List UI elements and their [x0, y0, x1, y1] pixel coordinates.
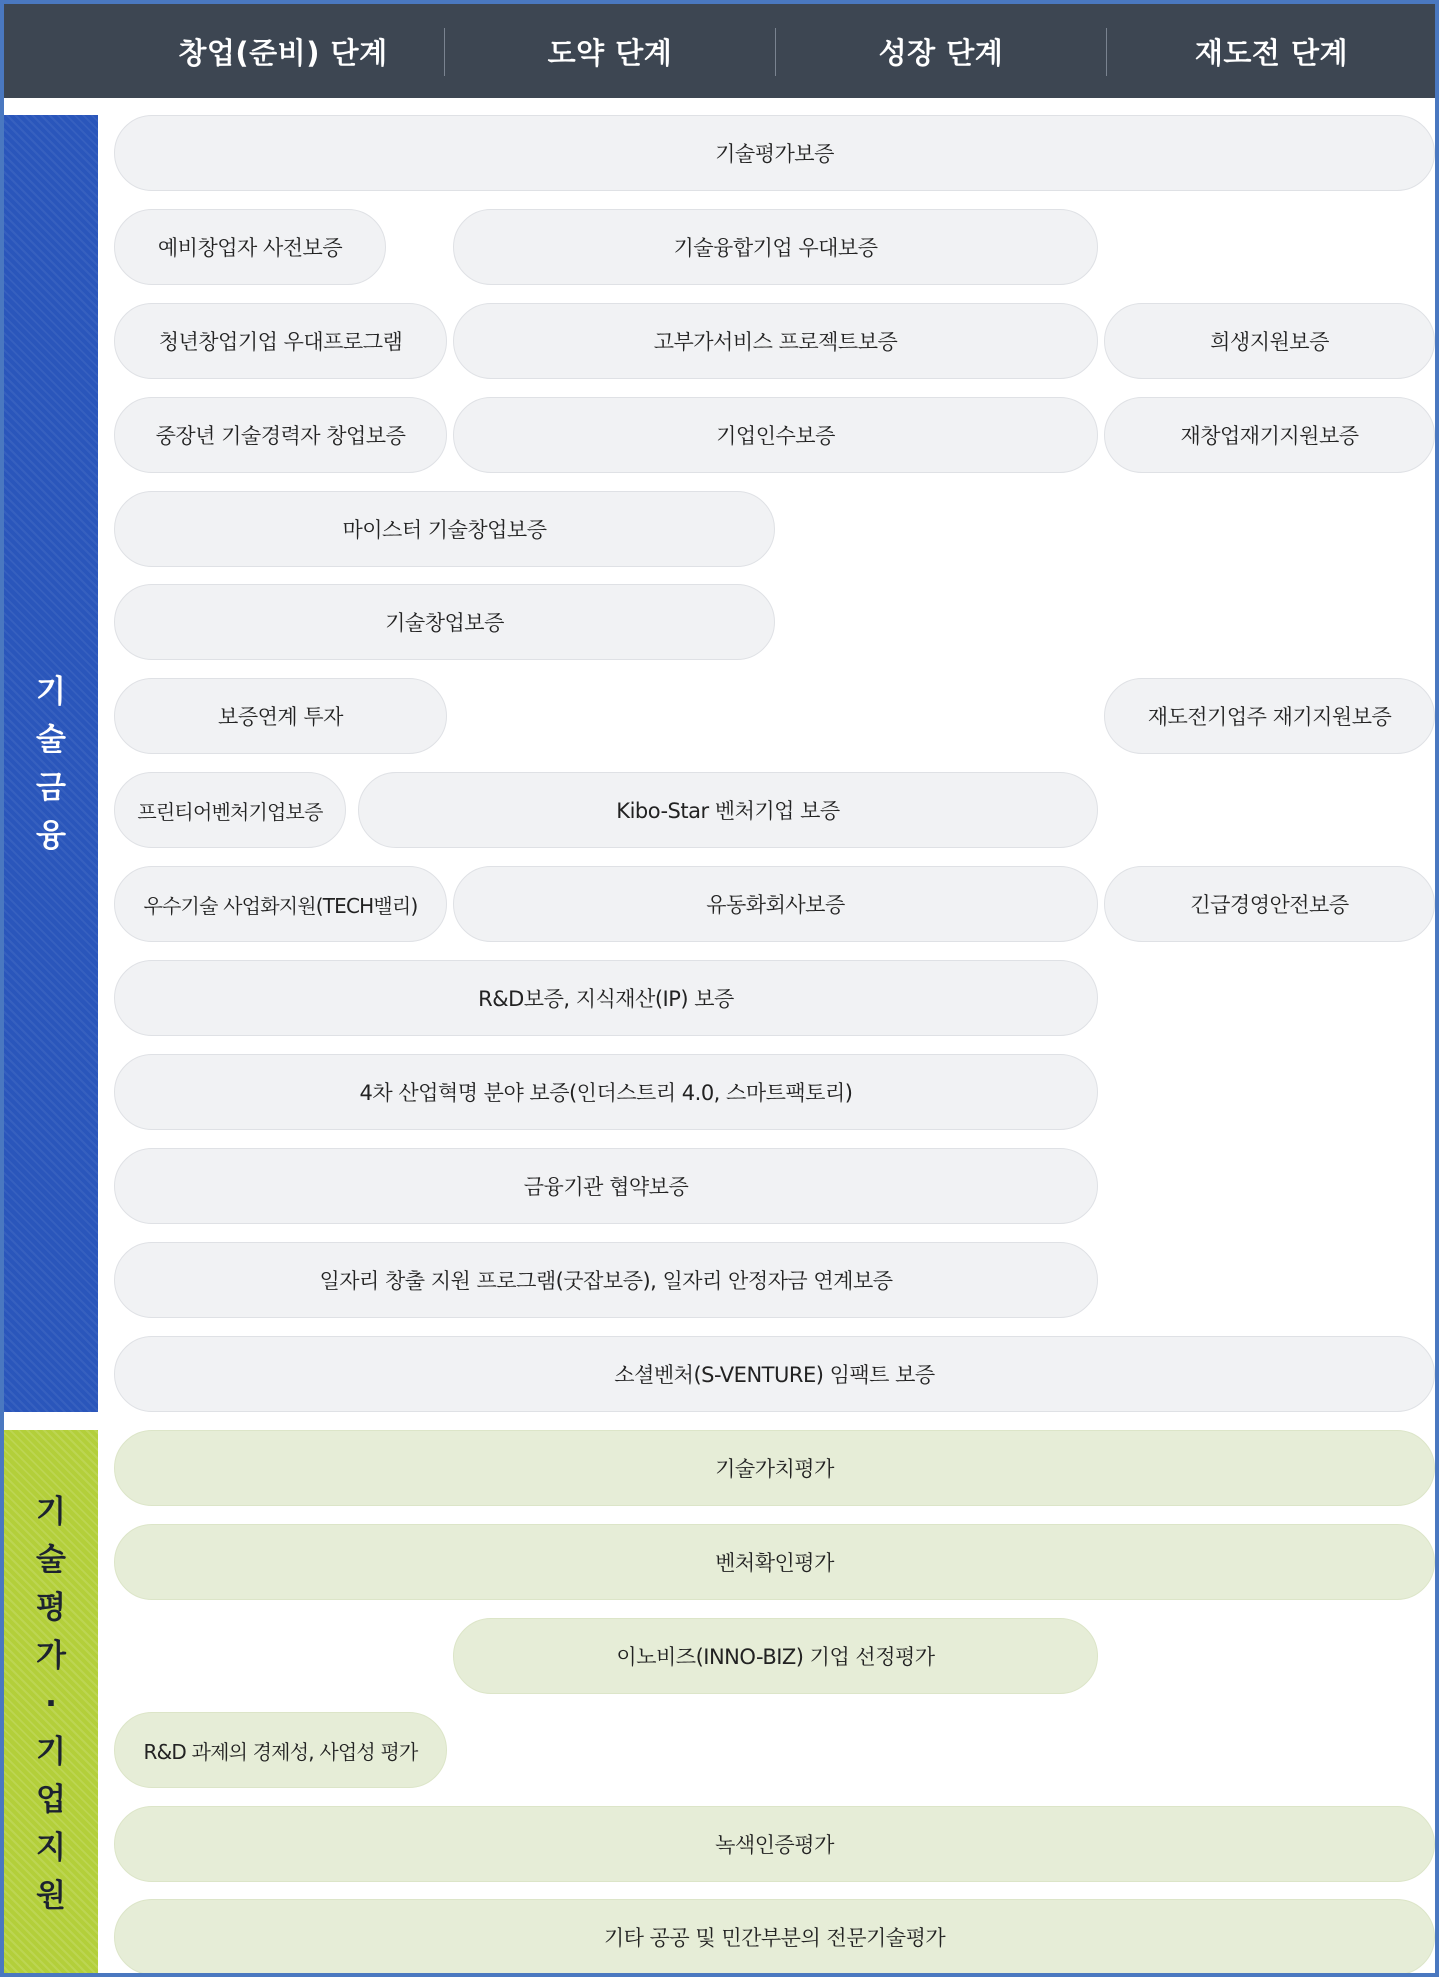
program-emergency[interactable]: 긴급경영안전보증 — [1104, 866, 1435, 942]
program-tech-startup[interactable]: 기술창업보증 — [114, 584, 775, 660]
band-char: 융 — [36, 817, 66, 854]
program-jobs[interactable]: 일자리 창출 지원 프로그램(굿잡보증), 일자리 안정자금 연계보증 — [114, 1242, 1098, 1318]
stage-growth: 성장 단계 — [878, 35, 1004, 70]
program-sacrifice-support[interactable]: 희생지원보증 — [1104, 303, 1435, 379]
program-frontier-venture[interactable]: 프린티어벤처기업보증 — [114, 772, 346, 848]
band-char: 술 — [36, 1541, 66, 1578]
program-acquisition[interactable]: 기업인수보증 — [453, 397, 1098, 473]
tech-evaluation-band — [4, 1430, 98, 1977]
band-char: · — [45, 1685, 57, 1722]
program-tech-eval-guarantee[interactable]: 기술평가보증 — [114, 115, 1435, 191]
program-pre-founder[interactable]: 예비창업자 사전보증 — [114, 209, 386, 285]
program-restart-support[interactable]: 재창업재기지원보증 — [1104, 397, 1435, 473]
eval-green-cert[interactable]: 녹색인증평가 — [114, 1806, 1435, 1882]
stage-startup: 창업(준비) 단계 — [178, 35, 388, 70]
band-char: 기 — [36, 673, 66, 710]
band-char: 지 — [36, 1829, 66, 1866]
eval-rnd-feasibility[interactable]: R&D 과제의 경제성, 사업성 평가 — [114, 1712, 447, 1788]
eval-tech-value[interactable]: 기술가치평가 — [114, 1430, 1435, 1506]
program-meister[interactable]: 마이스터 기술창업보증 — [114, 491, 775, 567]
band-char: 기 — [36, 1733, 66, 1770]
tech-finance-band — [4, 115, 98, 1412]
band-char: 원 — [36, 1877, 66, 1914]
band-char: 금 — [36, 769, 66, 806]
program-youth-startup[interactable]: 청년창업기업 우대프로그램 — [114, 303, 447, 379]
band-char: 기 — [36, 1493, 66, 1530]
eval-innobiz[interactable]: 이노비즈(INNO-BIZ) 기업 선정평가 — [453, 1618, 1098, 1694]
eval-venture-confirm[interactable]: 벤처확인평가 — [114, 1524, 1435, 1600]
stage-header — [4, 4, 1435, 98]
program-securitization[interactable]: 유동화회사보증 — [453, 866, 1098, 942]
program-convergence[interactable]: 기술융합기업 우대보증 — [453, 209, 1098, 285]
program-social-venture[interactable]: 소셜벤처(S-VENTURE) 임팩트 보증 — [114, 1336, 1435, 1412]
program-rechallenge-owner[interactable]: 재도전기업주 재기지원보증 — [1104, 678, 1435, 754]
band-char: 업 — [36, 1781, 66, 1818]
program-financial-institution[interactable]: 금융기관 협약보증 — [114, 1148, 1098, 1224]
stage-rechallenge: 재도전 단계 — [1194, 35, 1349, 70]
stage-leap: 도약 단계 — [547, 35, 673, 70]
band-char: 가 — [36, 1637, 66, 1674]
program-midcareer-startup[interactable]: 중장년 기술경력자 창업보증 — [114, 397, 447, 473]
stage-divider — [444, 28, 445, 76]
program-linked-investment[interactable]: 보증연계 투자 — [114, 678, 447, 754]
band-char: 술 — [36, 721, 66, 758]
stage-divider — [1106, 28, 1107, 76]
program-rnd-ip[interactable]: R&D보증, 지식재산(IP) 보증 — [114, 960, 1098, 1036]
stage-divider — [775, 28, 776, 76]
eval-public-private[interactable]: 기타 공공 및 민간부분의 전문기술평가 — [114, 1899, 1435, 1975]
program-kibo-star[interactable]: Kibo-Star 벤처기업 보증 — [358, 772, 1098, 848]
program-high-value-service[interactable]: 고부가서비스 프로젝트보증 — [453, 303, 1098, 379]
program-tech-valley[interactable]: 우수기술 사업화지원(TECH밸리) — [114, 866, 447, 942]
program-industry4[interactable]: 4차 산업혁명 분야 보증(인더스트리 4.0, 스마트팩토리) — [114, 1054, 1098, 1130]
band-char: 평 — [36, 1589, 66, 1626]
